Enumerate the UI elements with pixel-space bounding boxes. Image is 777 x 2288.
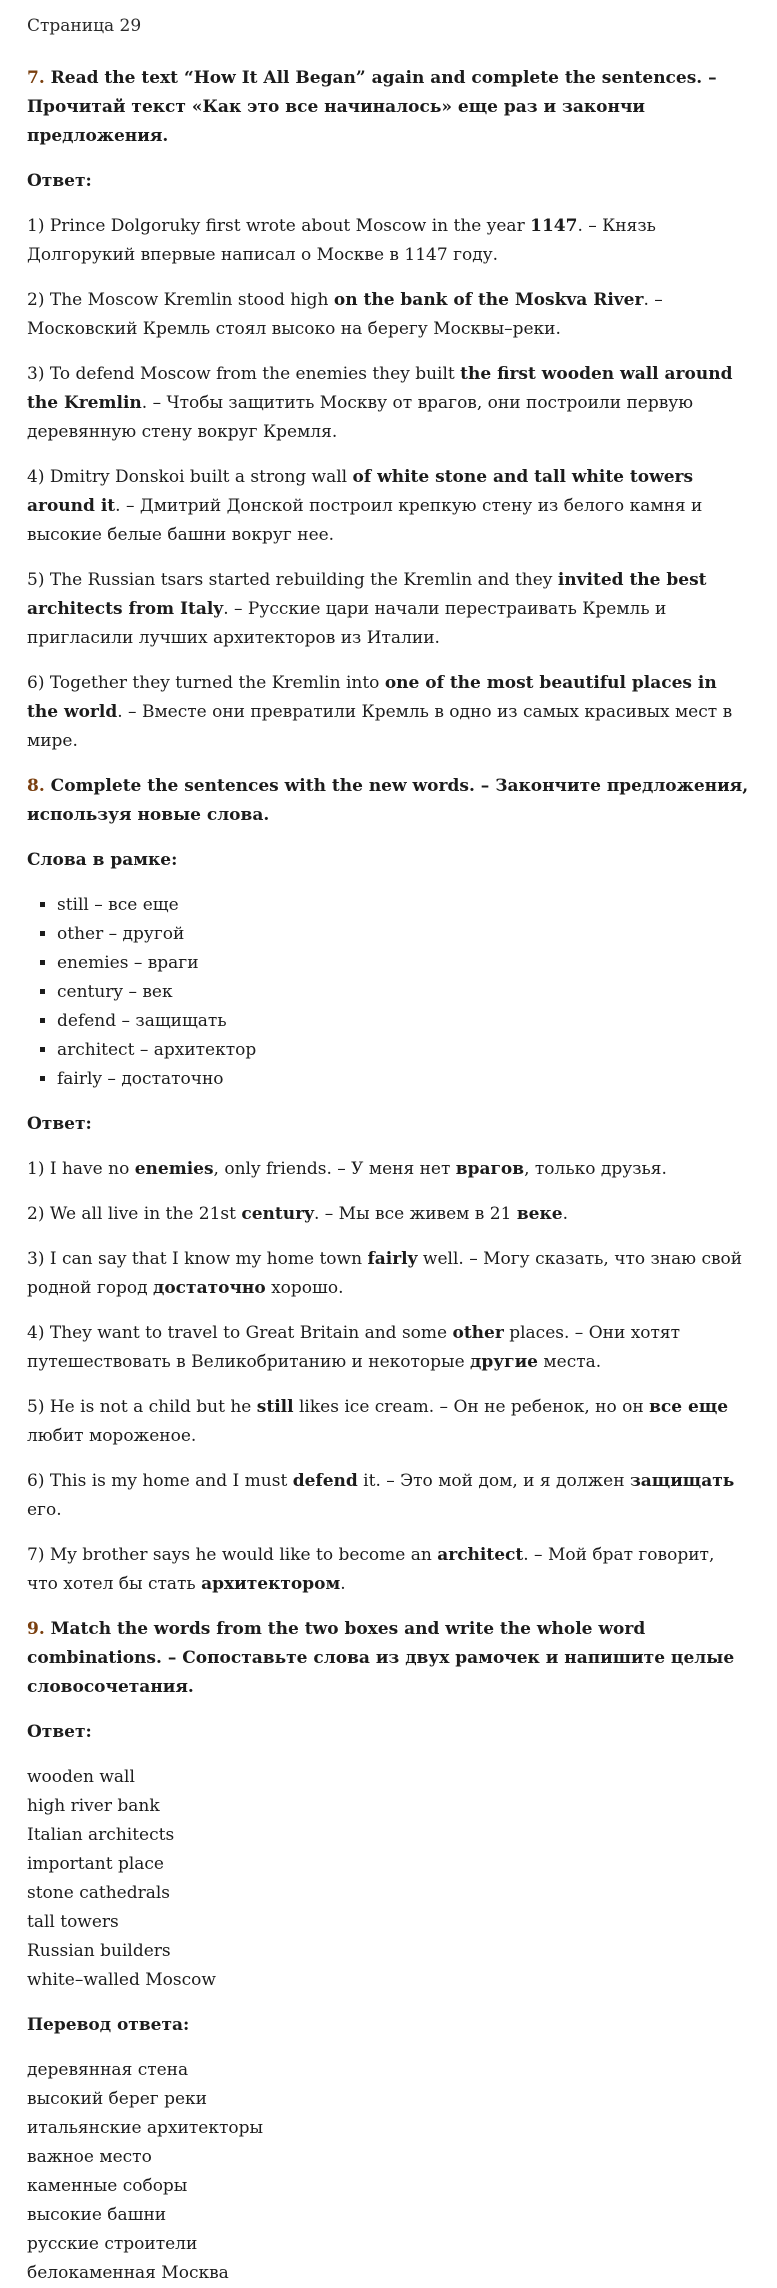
task-9-translation-label: Перевод ответа:	[27, 2015, 190, 2035]
answer-highlight: все еще	[649, 1397, 729, 1417]
word-combination: важное место	[27, 2147, 152, 2167]
word-item: ▪ architect – архитектор	[57, 1036, 750, 1065]
answer-highlight: defend	[292, 1471, 358, 1491]
answer-text: 3) I can say that I know my home town	[27, 1249, 368, 1269]
answer-text: . – Мы все живем в 21	[313, 1204, 517, 1224]
word-box-list	[27, 891, 750, 1094]
answer-text: . – Мой брат говорит, что хотел бы стать	[27, 1545, 715, 1594]
answer-highlight: fairly	[367, 1249, 418, 1269]
word-combination: Italian architects	[27, 1825, 175, 1845]
answer-text: 2) We all live in the 21st	[27, 1204, 242, 1224]
answer-text: , only friends. – У меня нет	[213, 1159, 456, 1179]
answer-text: places. – Они хотят путешествовать в Великобританию и некоторые	[27, 1323, 681, 1372]
answer-highlight: архитектором	[201, 1574, 341, 1594]
answer-sentence	[27, 1541, 750, 1599]
word-combination: итальянские архитекторы	[27, 2118, 263, 2138]
word-item: ▪ other – другой	[57, 920, 750, 949]
task-8-words-label: Слова в рамке:	[27, 850, 178, 870]
answer-highlight: one of the most beautiful places in the world	[27, 673, 717, 722]
answer-text: well. – Могу сказать, что знаю свой родной город	[27, 1249, 743, 1298]
task-8-answers	[27, 1155, 750, 1599]
answer-text: 3) To defend Moscow from the enemies they built	[27, 364, 461, 384]
task-8-heading	[27, 772, 750, 830]
answer-text: it. – Это мой дом, и я должен	[357, 1471, 630, 1491]
word-item: ▪ enemies – враги	[57, 949, 750, 978]
answer-text: 4) They want to travel to Great Britain and some	[27, 1323, 453, 1343]
answer-text: . – Русские цари начали перестраивать Кремль и пригласили лучших архитекторов из Италии.	[27, 599, 667, 648]
answer-text: 7) My brother says he would like to become an	[27, 1545, 438, 1565]
word-combination: wooden wall	[27, 1767, 135, 1787]
answer-sentence	[27, 1319, 750, 1377]
task-7-answers	[27, 212, 750, 756]
answer-text: 1) Prince Dolgoruky first wrote about Moscow in the year	[27, 216, 531, 236]
answer-highlight: architect	[437, 1545, 524, 1565]
answer-highlight: still	[256, 1397, 294, 1417]
task-8-answer-label: Ответ:	[27, 1114, 92, 1134]
answer-text: места.	[538, 1352, 602, 1372]
answer-highlight: 1147	[530, 216, 578, 236]
word-combination: high river bank	[27, 1796, 160, 1816]
page-number: Страница 29	[27, 16, 142, 36]
answer-text: 5) He is not a child but he	[27, 1397, 257, 1417]
word-combination: белокаменная Москва	[27, 2263, 229, 2283]
task-9-answer-label: Ответ:	[27, 1722, 92, 1742]
word-combination: white–walled Moscow	[27, 1970, 216, 1990]
task-7-answer-label: Ответ:	[27, 171, 92, 191]
answer-highlight: защищать	[629, 1471, 735, 1491]
word-combination: высокий берег реки	[27, 2089, 207, 2109]
word-item: ▪ fairly – достаточно	[57, 1065, 750, 1094]
answer-sentence	[27, 566, 750, 653]
answer-highlight: of white stone and tall white towers around it	[27, 467, 694, 516]
task-7-title: Read the text “How It All Began” again and complete the sentences. – Прочитай текст «Как это все начиналось» еще раз и закончи предложения.	[27, 68, 717, 146]
answer-highlight: другие	[470, 1352, 538, 1372]
answer-sentence	[27, 669, 750, 756]
answer-text: 2) The Moscow Kremlin stood high	[27, 290, 334, 310]
answer-sentence	[27, 286, 750, 344]
answer-highlight: the first wooden wall around the Kremlin	[27, 364, 733, 413]
word-item: ▪ century – век	[57, 978, 750, 1007]
word-combination: деревянная стена	[27, 2060, 189, 2080]
answer-text: , только друзья.	[524, 1159, 667, 1179]
answer-text: 4) Dmitry Donskoi built a strong wall	[27, 467, 353, 487]
answer-highlight: invited the best architects from Italy	[27, 570, 707, 619]
task-7-number: 7.	[27, 68, 45, 88]
answer-text: 1) I have no	[27, 1159, 135, 1179]
answer-sentence	[27, 1200, 750, 1229]
answer-highlight: врагов	[455, 1159, 525, 1179]
answer-sentence	[27, 360, 750, 447]
answer-sentence	[27, 1393, 750, 1451]
answer-text: 5) The Russian tsars started rebuilding the Kremlin and they	[27, 570, 558, 590]
task-9-title: Match the words from the two boxes and write the whole word combinations. – Сопоставьте слова из двух рамочек и напишите целые словосочетания.	[27, 1619, 735, 1697]
answer-text: 6) Together they turned the Kremlin into	[27, 673, 385, 693]
word-combination: tall towers	[27, 1912, 119, 1932]
answer-text: .	[340, 1574, 346, 1594]
task-8-title: Complete the sentences with the new words. – Закончите предложения, используя новые слова.	[27, 776, 749, 825]
answer-sentence	[27, 1155, 750, 1184]
answer-sentence	[27, 463, 750, 550]
word-combination: высокие башни	[27, 2205, 167, 2225]
task-9-answer-list	[27, 1763, 750, 1995]
answer-text: . – Чтобы защитить Москву от врагов, они построили первую деревянную стену вокруг Кремля.	[27, 393, 694, 442]
answer-text: его.	[27, 1500, 62, 1520]
answer-text: .	[562, 1204, 568, 1224]
word-combination: important place	[27, 1854, 164, 1874]
answer-highlight: веке	[516, 1204, 563, 1224]
word-item: ▪ still – все еще	[57, 891, 750, 920]
answer-highlight: enemies	[134, 1159, 214, 1179]
answer-text: . – Князь Долгорукий впервые написал о Москве в 1147 году.	[27, 216, 656, 265]
task-9-translation-list	[27, 2056, 750, 2288]
word-item: ▪ defend – защищать	[57, 1007, 750, 1036]
answer-highlight: other	[452, 1323, 504, 1343]
word-combination: stone cathedrals	[27, 1883, 171, 1903]
answer-sentence	[27, 1245, 750, 1303]
answer-text: хорошо.	[265, 1278, 344, 1298]
answer-text: . – Московский Кремль стоял высоко на берегу Москвы–реки.	[27, 290, 663, 339]
word-combination: каменные соборы	[27, 2176, 188, 2196]
task-8-number: 8.	[27, 776, 45, 796]
answer-highlight: достаточно	[153, 1278, 266, 1298]
word-combination: русские строители	[27, 2234, 198, 2254]
task-9-heading	[27, 1615, 750, 1702]
answer-text: . – Вместе они превратили Кремль в одно из самых красивых мест в мире.	[27, 702, 733, 751]
answer-sentence	[27, 212, 750, 270]
answer-text: . – Дмитрий Донской построил крепкую стену из белого камня и высокие белые башни вокруг нее.	[27, 496, 703, 545]
answer-highlight: on the bank of the Moskva River	[333, 290, 644, 310]
answer-text: likes ice cream. – Он не ребенок, но он	[293, 1397, 650, 1417]
answer-text: 6) This is my home and I must	[27, 1471, 293, 1491]
word-combination: Russian builders	[27, 1941, 171, 1961]
task-9-number: 9.	[27, 1619, 45, 1639]
answer-text: любит мороженое.	[27, 1426, 197, 1446]
task-7-heading	[27, 64, 750, 151]
answer-highlight: century	[241, 1204, 314, 1224]
answer-sentence	[27, 1467, 750, 1525]
